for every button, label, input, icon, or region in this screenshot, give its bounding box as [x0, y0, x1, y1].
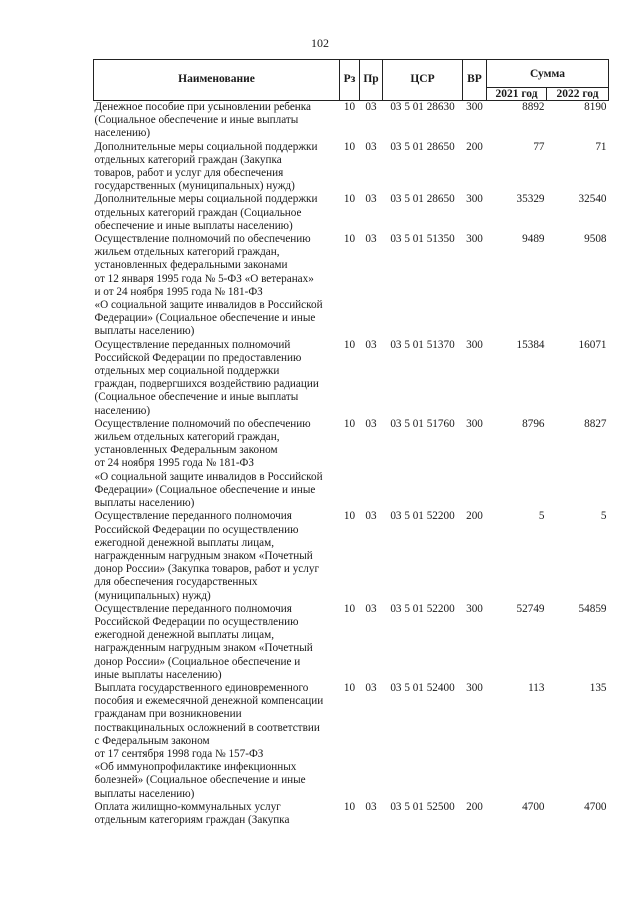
row-name-line: Осуществление полномочий по обеспечению	[94, 417, 311, 430]
row-name-line: для обеспечения государственных	[94, 576, 258, 589]
row-name-line: от 17 сентября 1998 года № 157-ФЗ	[94, 747, 264, 760]
row-name	[94, 510, 340, 602]
row-pr: 03	[365, 800, 377, 813]
row-name-line: пособия и ежемесячной денежной компенсации	[94, 695, 324, 708]
row-rz: 10	[343, 101, 356, 113]
row-name	[94, 801, 340, 827]
row-name	[94, 101, 340, 141]
row-rz: 10	[343, 338, 356, 351]
row-name-line: населению)	[94, 127, 151, 140]
row-sum-2021: 77	[533, 140, 545, 153]
row-name-line: (Социальное обеспечение и иные выплаты	[94, 114, 299, 127]
row-name-line: Дополнительные меры социальной поддержки	[94, 140, 318, 153]
table-row	[94, 510, 609, 602]
row-name-line: отдельных мер социальной поддержки	[94, 365, 280, 378]
row-rz: 10	[343, 800, 356, 813]
row-vr: 300	[466, 193, 483, 206]
row-name-line: гражданам при возникновении	[94, 708, 242, 721]
row-vr: 300	[466, 417, 483, 430]
row-name-line: обеспечение и иные выплаты населению)	[94, 219, 293, 232]
row-csr: 03 5 01 28650	[390, 193, 455, 206]
row-rz: 10	[343, 193, 356, 206]
row-rz: 10	[343, 510, 356, 523]
header-year-2022: 2022 год	[547, 88, 609, 101]
row-vr: 300	[466, 101, 483, 113]
row-name-line: выплаты населению)	[94, 497, 195, 510]
table-row	[94, 233, 609, 339]
row-vr: 300	[466, 338, 483, 351]
row-sum-2021: 5	[538, 510, 545, 523]
header-pr: Пр	[360, 60, 383, 101]
row-name-line: государственных (муниципальных) нужд)	[94, 180, 295, 193]
row-name	[94, 339, 340, 418]
row-vr: 300	[466, 602, 483, 615]
row-name-line: иные выплаты населению)	[94, 668, 222, 681]
row-name-line: «Об иммунопрофилактике инфекционных	[94, 761, 297, 774]
row-csr: 03 5 01 52500	[390, 800, 455, 813]
row-csr: 03 5 01 52400	[390, 681, 455, 694]
row-name-line: Осуществление полномочий по обеспечению	[94, 233, 311, 246]
row-name-line: (Социальное обеспечение и иные выплаты	[94, 391, 299, 404]
row-name-line: Денежное пособие при усыновлении ребенка	[94, 101, 312, 113]
row-sum-2022: 9508	[584, 233, 607, 246]
row-pr: 03	[365, 338, 377, 351]
row-name-line: ежегодной денежной выплаты лицам,	[94, 536, 275, 549]
row-sum-2021: 9489	[522, 233, 545, 246]
row-sum-2021: 35329	[516, 193, 545, 206]
row-name-line: Российской Федерации по осуществлению	[94, 615, 299, 628]
row-name	[94, 603, 340, 682]
row-name	[94, 233, 340, 339]
row-name	[94, 141, 340, 194]
page-number: 102	[311, 36, 329, 50]
row-name-line: Федерации» (Социальное обеспечение и иные	[94, 483, 316, 496]
header-vr: ВР	[463, 60, 487, 101]
row-name	[94, 193, 340, 233]
row-sum-2022: 4700	[584, 800, 607, 813]
row-name-line: отдельных категорий граждан (Социальное	[94, 206, 302, 219]
row-name-line: с Федеральным законом	[94, 734, 210, 747]
row-name-line: Оплата жилищно-коммунальных услуг	[94, 800, 281, 813]
table-body	[94, 101, 609, 828]
header-sum: Сумма	[487, 60, 609, 88]
row-sum-2021: 4700	[522, 800, 545, 813]
row-csr: 03 5 01 28650	[390, 140, 455, 153]
table-row	[94, 603, 609, 682]
row-name-line: жильем отдельных категорий граждан,	[94, 431, 280, 444]
row-name-line: Российской Федерации по предоставлению	[94, 351, 302, 364]
row-name-line: поствакцинальных осложнений в соответствии	[94, 721, 320, 734]
row-rz: 10	[343, 417, 356, 430]
table-row	[94, 418, 609, 510]
row-sum-2022: 8827	[584, 417, 607, 430]
row-name-line: установленных федеральными законами	[94, 259, 288, 272]
row-sum-2022: 5	[600, 510, 607, 523]
row-name-line: отдельным категориям граждан (Закупка	[94, 813, 290, 826]
row-sum-2021: 52749	[516, 602, 545, 615]
row-sum-2021: 8796	[522, 417, 545, 430]
row-name-line: от 12 января 1995 года № 5-ФЗ «О ветеранах»	[94, 272, 314, 285]
row-csr: 03 5 01 52200	[390, 602, 455, 615]
row-name-line: установленных Федеральным законом	[94, 444, 278, 457]
row-name-line: Дополнительные меры социальной поддержки	[94, 193, 318, 206]
row-name-line: Федерации» (Социальное обеспечение и иные	[94, 312, 316, 325]
row-name-line: Осуществление переданного полномочия	[94, 602, 292, 615]
table-header	[94, 60, 609, 101]
row-name-line: Российской Федерации по осуществлению	[94, 523, 299, 536]
row-sum-2022: 71	[595, 140, 607, 153]
row-pr: 03	[365, 510, 377, 523]
row-name-line: награжденным нагрудным знаком «Почетный	[94, 549, 313, 562]
row-sum-2021: 8892	[522, 101, 545, 113]
row-name-line: Осуществление переданных полномочий	[94, 338, 291, 351]
budget-table	[93, 59, 608, 827]
row-name	[94, 418, 340, 510]
row-sum-2021: 15384	[516, 338, 545, 351]
row-sum-2022: 135	[589, 681, 607, 694]
row-csr: 03 5 01 51370	[390, 338, 455, 351]
row-csr: 03 5 01 52200	[390, 510, 455, 523]
table-row	[94, 101, 609, 141]
row-rz: 10	[343, 602, 356, 615]
row-pr: 03	[365, 101, 377, 113]
row-name-line: от 24 ноября 1995 года № 181-ФЗ	[94, 457, 254, 470]
row-name-line: населению)	[94, 404, 151, 417]
row-name-line: (муниципальных) нужд)	[94, 589, 211, 602]
row-name-line: донор России» (Социальное обеспечение и	[94, 655, 301, 668]
row-rz: 10	[343, 233, 356, 246]
row-pr: 03	[365, 417, 377, 430]
row-name-line: ежегодной денежной выплаты лицам,	[94, 629, 275, 642]
row-name	[94, 682, 340, 801]
row-name-line: отдельных категорий граждан (Закупка	[94, 153, 282, 166]
row-sum-2022: 8190	[584, 101, 607, 113]
table-row	[94, 339, 609, 418]
row-name-line: болезней» (Социальное обеспечение и иные	[94, 774, 306, 787]
row-sum-2022: 16071	[578, 338, 607, 351]
row-sum-2021: 113	[528, 681, 545, 694]
row-pr: 03	[365, 233, 377, 246]
header-year-2021: 2021 год	[487, 88, 547, 101]
row-pr: 03	[365, 602, 377, 615]
table-row	[94, 141, 609, 194]
row-vr: 300	[466, 681, 483, 694]
row-sum-2022: 54859	[578, 602, 607, 615]
row-name-line: выплаты населению)	[94, 787, 195, 800]
table-row	[94, 193, 609, 233]
row-rz: 10	[343, 140, 356, 153]
row-csr: 03 5 01 51350	[390, 233, 455, 246]
row-name-line: Выплата государственного единовременного	[94, 681, 309, 694]
row-name-line: и от 24 ноября 1995 года № 181-ФЗ	[94, 285, 263, 298]
row-name-line: товаров, работ и услуг для обеспечения	[94, 167, 284, 180]
row-pr: 03	[365, 193, 377, 206]
row-rz: 10	[343, 681, 356, 694]
row-name-line: награжденным нагрудным знаком «Почетный	[94, 642, 313, 655]
row-pr: 03	[365, 140, 377, 153]
row-vr: 200	[466, 140, 483, 153]
row-name-line: Осуществление переданного полномочия	[94, 510, 292, 523]
header-name: Наименование	[94, 60, 340, 101]
row-name-line: «О социальной защите инвалидов в Российской	[94, 299, 323, 312]
row-vr: 300	[466, 233, 483, 246]
table-row	[94, 801, 609, 827]
row-csr: 03 5 01 28630	[390, 101, 455, 113]
row-name-line: донор России» (Закупка товаров, работ и услуг	[94, 563, 320, 576]
row-csr: 03 5 01 51760	[390, 417, 455, 430]
row-pr: 03	[365, 681, 377, 694]
row-sum-2022: 32540	[578, 193, 607, 206]
row-name-line: граждан, подвергшихся воздействию радиации	[94, 378, 319, 391]
row-vr: 200	[466, 800, 483, 813]
row-name-line: выплаты населению)	[94, 325, 195, 338]
header-csr: ЦСР	[383, 60, 463, 101]
row-vr: 200	[466, 510, 483, 523]
table-row	[94, 682, 609, 801]
row-name-line: «О социальной защите инвалидов в Российской	[94, 470, 323, 483]
header-rz: Рз	[340, 60, 360, 101]
row-name-line: жильем отдельных категорий граждан,	[94, 246, 280, 259]
